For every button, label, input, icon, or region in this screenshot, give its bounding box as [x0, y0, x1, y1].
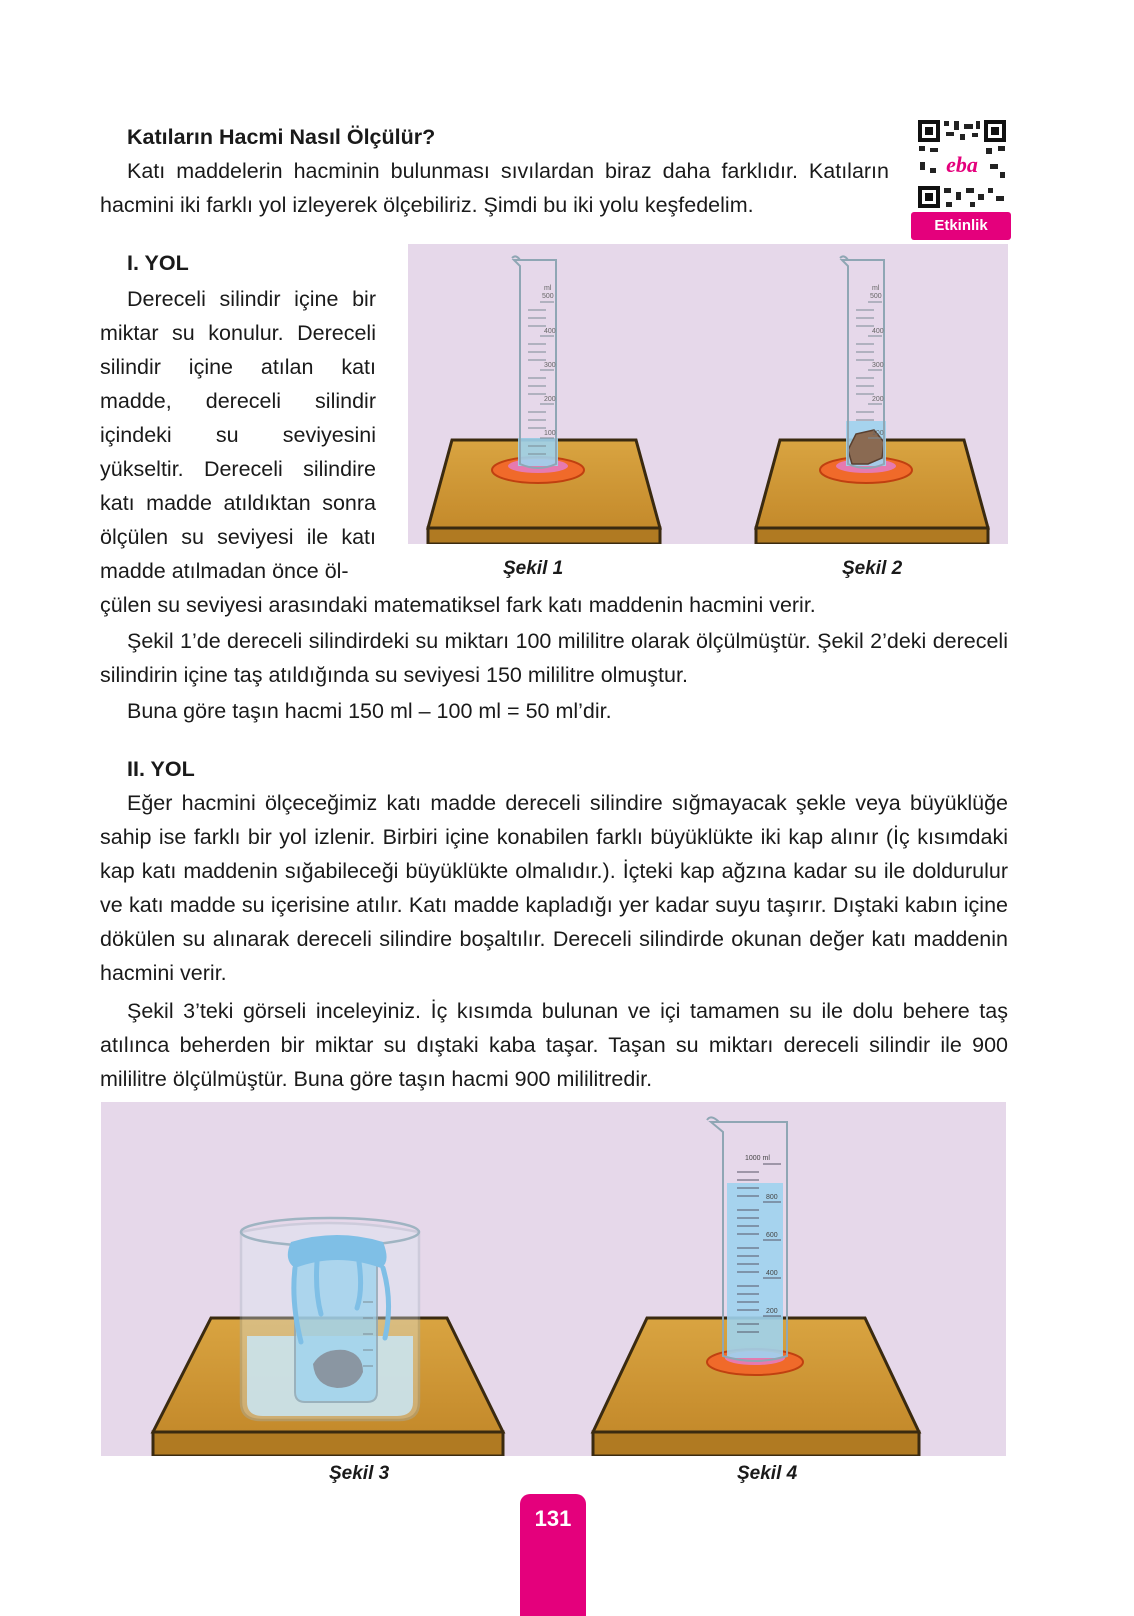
c2-mark-300: 300 — [872, 362, 884, 369]
c1-unit: ml — [544, 285, 552, 292]
c4-mark-800: 800 — [766, 1194, 778, 1201]
page-number: 131 — [520, 1494, 586, 1616]
figure-3-4 — [101, 1102, 1006, 1456]
section-title: Katıların Hacmi Nasıl Ölçülür? — [127, 125, 436, 149]
yol1-paragraph3: Buna göre taşın hacmi 150 ml – 100 ml = 50 ml’dir. — [127, 699, 612, 723]
etkinlik-badge[interactable]: Etkinlik — [911, 212, 1011, 240]
figure-1-2 — [408, 244, 1008, 544]
c1-mark-400: 400 — [544, 328, 556, 335]
c4-mark-200: 200 — [766, 1308, 778, 1315]
caption-fig4: Şekil 4 — [737, 1463, 798, 1484]
yol1-paragraph2: Şekil 1’de dereceli silindirdeki su miktarı 100 mililitre olarak ölçülmüştür. Şekil 2’deki dereceli silindirin içine taş atıldığında su seviyesi 150 mililitre olmuştur. — [100, 629, 1008, 687]
c2-unit: ml — [872, 285, 880, 292]
c2-top: 500 — [870, 293, 882, 300]
c2-mark-200: 200 — [872, 396, 884, 403]
c1-top: 500 — [542, 293, 554, 300]
c1-mark-100: 100 — [544, 430, 556, 437]
yol1-paragraph-part1: Dereceli silindir içine bir miktar su konulur. Dereceli silindir içine atılan katı madde, dereceli silindir içindeki su seviyesini yükseltir. Dereceli silindire katı madde atıldıktan sonra ölçülen su seviyesi ile katı madde atılmadan önce öl- — [100, 287, 376, 583]
c2-mark-400: 400 — [872, 328, 884, 335]
beaker-overflow — [241, 1218, 419, 1420]
eba-logo: eba — [946, 152, 978, 177]
c2-mark-100: 100 — [872, 430, 884, 437]
caption-fig3: Şekil 3 — [329, 1463, 390, 1484]
qr-code-icon[interactable] — [916, 118, 1008, 210]
intro-text: Katı maddelerin hacminin bulunması sıvılardan biraz daha farklıdır. Katıların hacmini iki farklı yol izleyerek ölçebiliriz. Şimdi bu iki yolu keşfedelim. — [100, 159, 889, 217]
c4-mark-600: 600 — [766, 1232, 778, 1239]
c1-mark-200: 200 — [544, 396, 556, 403]
yol1-paragraph-part2: çülen su seviyesi arasındaki matematiksel fark katı maddenin hacmini verir. — [100, 593, 816, 617]
caption-fig2: Şekil 2 — [842, 558, 903, 579]
water-level-fig1 — [518, 438, 558, 466]
yol2-paragraph2: Şekil 3’teki görseli inceleyiniz. İç kısımda bulunan ve içi tamamen su ile dolu behere taş atılınca beherden bir miktar su dıştaki kaba taşar. Taşan su miktarı dereceli silindir ile 900 mililitre ölçülmüştür. Buna göre taşın hacmi 900 mililitredir. — [100, 999, 1008, 1091]
caption-fig1: Şekil 1 — [503, 558, 564, 579]
yol1-heading: I. YOL — [127, 251, 189, 275]
yol2-heading: II. YOL — [127, 757, 195, 781]
c1-mark-300: 300 — [544, 362, 556, 369]
yol2-paragraph1: Eğer hacmini ölçeceğimiz katı madde dereceli silindire sığmayacak şekle veya büyüklüğe sahip ise farklı bir yol izlenir. Birbiri içine konabilen farklı büyüklükte iki kap alınır (İç kısımdaki kap katı maddenin sığabileceği büyüklükte olmalıdır.). İçteki kap ağzına kadar su ile doldurulur ve katı madde su içerisine atılır. Katı madde kapladığı yer kadar suyu taşırır. Dıştaki kabın içine dökülen su alınarak dereceli silindire boşaltılır. Dereceli silindirde okunan değer katı maddenin hacmini verir. — [100, 791, 1008, 985]
c4-top: 1000 ml — [745, 1155, 770, 1162]
c4-mark-400: 400 — [766, 1270, 778, 1277]
